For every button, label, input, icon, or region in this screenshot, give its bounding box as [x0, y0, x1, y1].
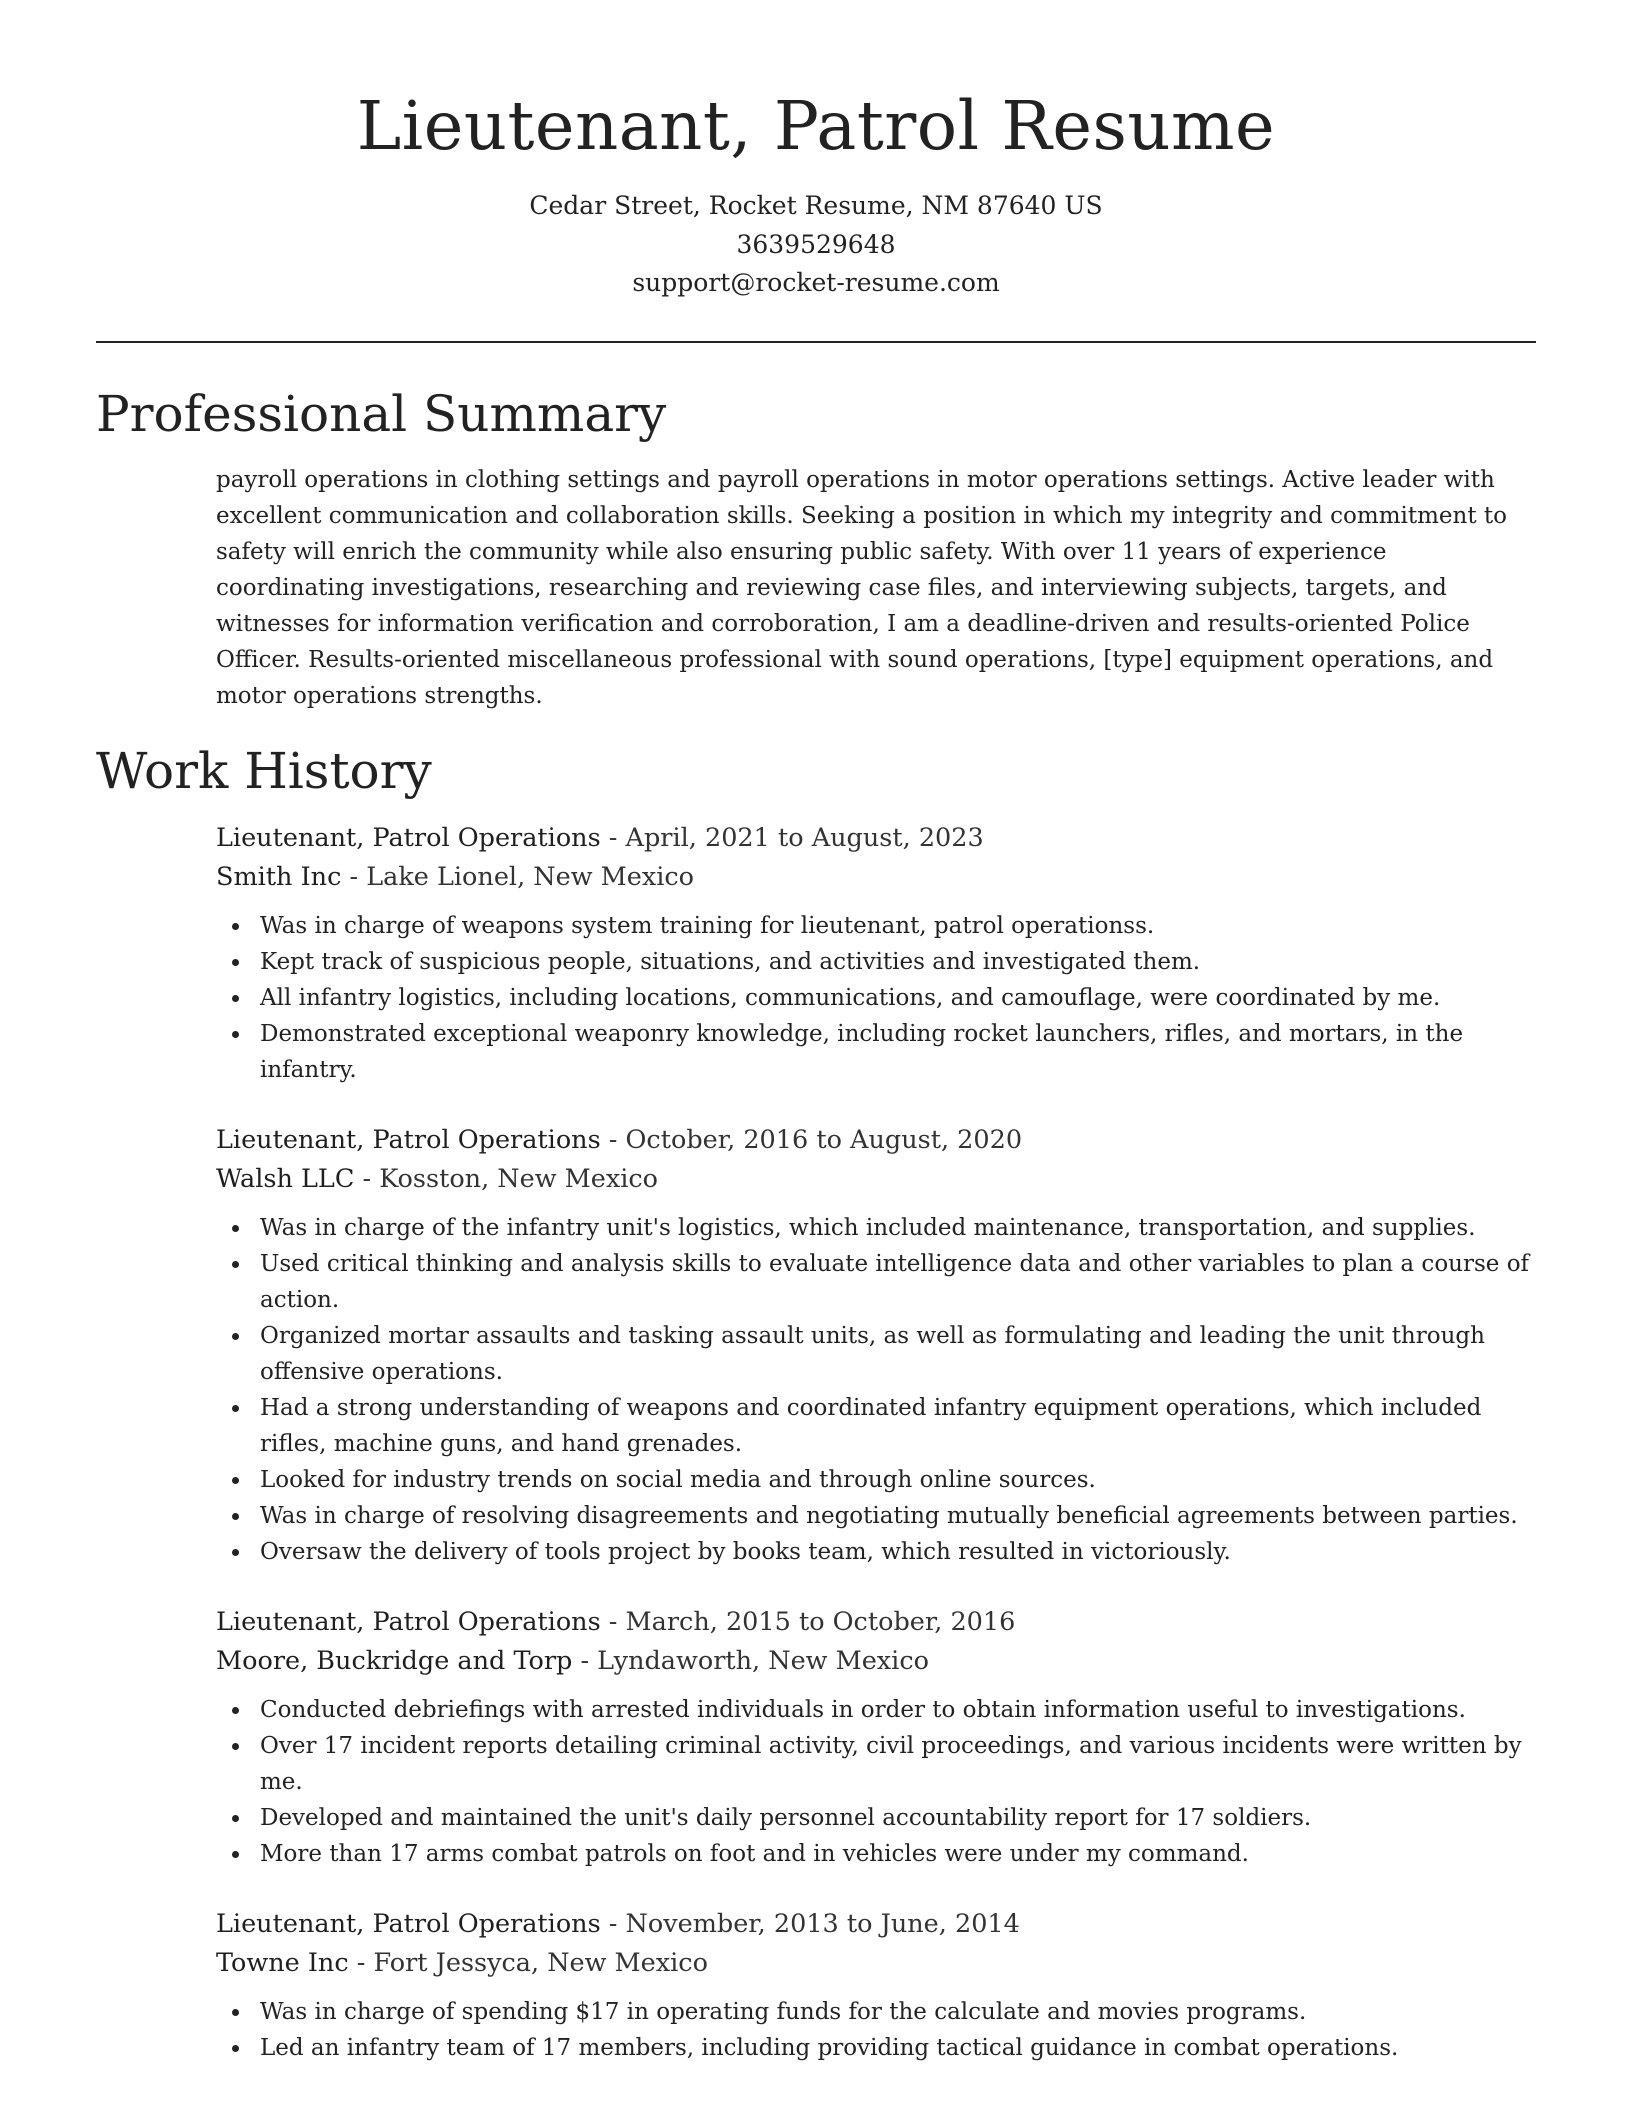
job-title: Lieutenant, Patrol Operations [216, 823, 601, 853]
contact-email: support@rocket-resume.com [632, 268, 1000, 297]
job-bullet: Oversaw the delivery of tools project by books team, which resulted in victoriously. [260, 1534, 1536, 1570]
job-title-line [216, 819, 1536, 858]
job-bullets [216, 908, 1536, 1088]
job-bullet: Used critical thinking and analysis skills to evaluate intelligence data and other variables to plan a course of action. [260, 1246, 1536, 1318]
job-entry [216, 1121, 1536, 1570]
job-location: Lyndaworth, New Mexico [597, 1646, 929, 1676]
job-company: Towne Inc [216, 1948, 349, 1978]
job-separator: - [572, 1646, 598, 1676]
job-entry [216, 819, 1536, 1088]
job-separator: - [600, 1909, 626, 1939]
work-history-list [216, 819, 1536, 2099]
job-bullet: Led an infantry team of 17 members, including providing tactical guidance in combat operations. [260, 2030, 1536, 2066]
job-separator: - [600, 1125, 626, 1155]
job-separator: - [354, 1164, 380, 1194]
job-bullet: Was in charge of weapons system training for lieutenant, patrol operationss. [260, 908, 1536, 944]
job-bullet: Looked for industry trends on social media and through online sources. [260, 1462, 1536, 1498]
job-entry [216, 1603, 1536, 1872]
job-entry [216, 1905, 1536, 2066]
job-location: Kosston, New Mexico [379, 1164, 659, 1194]
job-location: Fort Jessyca, New Mexico [373, 1948, 708, 1978]
job-dates: November, 2013 to June, 2014 [625, 1909, 1020, 1939]
job-bullet: Conducted debriefings with arrested individuals in order to obtain information useful to investigations. [260, 1692, 1536, 1728]
job-bullet: Developed and maintained the unit's daily personnel accountability report for 17 soldiers. [260, 1800, 1536, 1836]
contact-block [0, 187, 1632, 303]
job-company-line [216, 1160, 1536, 1199]
job-title: Lieutenant, Patrol Operations [216, 1607, 601, 1637]
job-dates: March, 2015 to October, 2016 [625, 1607, 1016, 1637]
job-separator: - [348, 1948, 374, 1978]
job-location: Lake Lionel, New Mexico [366, 862, 695, 892]
job-bullet: Had a strong understanding of weapons and coordinated infantry equipment operations, which included rifles, machine guns, and hand grenades. [260, 1390, 1536, 1462]
job-title: Lieutenant, Patrol Operations [216, 1909, 601, 1939]
job-bullet: Organized mortar assaults and tasking assault units, as well as formulating and leading the unit through offensive operations. [260, 1318, 1536, 1390]
job-company: Moore, Buckridge and Torp [216, 1646, 573, 1676]
job-bullet: Over 17 incident reports detailing criminal activity, civil proceedings, and various incidents were written by me. [260, 1728, 1536, 1800]
work-history-heading: Work History [96, 742, 432, 800]
summary-text: payroll operations in clothing settings and payroll operations in motor operations settings. Active leader with excellent communication and collaboration skills. Seeking a position in which my integrity and commitment to safety will enrich the community while also ensuring public safety. With over 11 years of experience coordinating investigations, researching and reviewing case files, and interviewing subjects, targets, and witnesses for information verification and corroboration, I am a deadline-driven and results-oriented Police Officer. Results-oriented miscellaneous professional with sound operations, [type] equipment operations, and motor operations strengths. [216, 467, 1507, 709]
job-bullets [216, 1994, 1536, 2066]
job-bullet: More than 17 arms combat patrols on foot and in vehicles were under my command. [260, 1836, 1536, 1872]
job-company-line [216, 858, 1536, 897]
job-title-line [216, 1603, 1536, 1642]
job-bullets [216, 1210, 1536, 1570]
job-title-line [216, 1121, 1536, 1160]
job-bullet: Was in charge of spending $17 in operating funds for the calculate and movies programs. [260, 1994, 1536, 2030]
job-dates: October, 2016 to August, 2020 [625, 1125, 1023, 1155]
job-bullet: Kept track of suspicious people, situations, and activities and investigated them. [260, 944, 1536, 980]
job-bullet: All infantry logistics, including locations, communications, and camouflage, were coordinated by me. [260, 980, 1536, 1016]
job-bullet: Demonstrated exceptional weaponry knowledge, including rocket launchers, rifles, and mortars, in the infantry. [260, 1016, 1536, 1088]
job-company: Walsh LLC [216, 1164, 355, 1194]
job-title-line [216, 1905, 1536, 1944]
job-separator: - [600, 823, 626, 853]
job-bullets [216, 1692, 1536, 1872]
page-title: Lieutenant, Patrol Resume [356, 87, 1276, 165]
header-divider [96, 341, 1536, 343]
job-title: Lieutenant, Patrol Operations [216, 1125, 601, 1155]
summary-heading: Professional Summary [96, 385, 667, 443]
resume-header [0, 86, 1632, 303]
job-dates: April, 2021 to August, 2023 [625, 823, 984, 853]
job-company: Smith Inc [216, 862, 342, 892]
job-separator: - [600, 1607, 626, 1637]
contact-phone: 3639529648 [736, 229, 896, 259]
contact-address: Cedar Street, Rocket Resume, NM 87640 US [529, 191, 1103, 220]
job-bullet: Was in charge of the infantry unit's logistics, which included maintenance, transportation, and supplies. [260, 1210, 1536, 1246]
job-company-line [216, 1642, 1536, 1681]
job-bullet: Was in charge of resolving disagreements and negotiating mutually beneficial agreements between parties. [260, 1498, 1536, 1534]
job-company-line [216, 1944, 1536, 1983]
job-separator: - [341, 862, 367, 892]
